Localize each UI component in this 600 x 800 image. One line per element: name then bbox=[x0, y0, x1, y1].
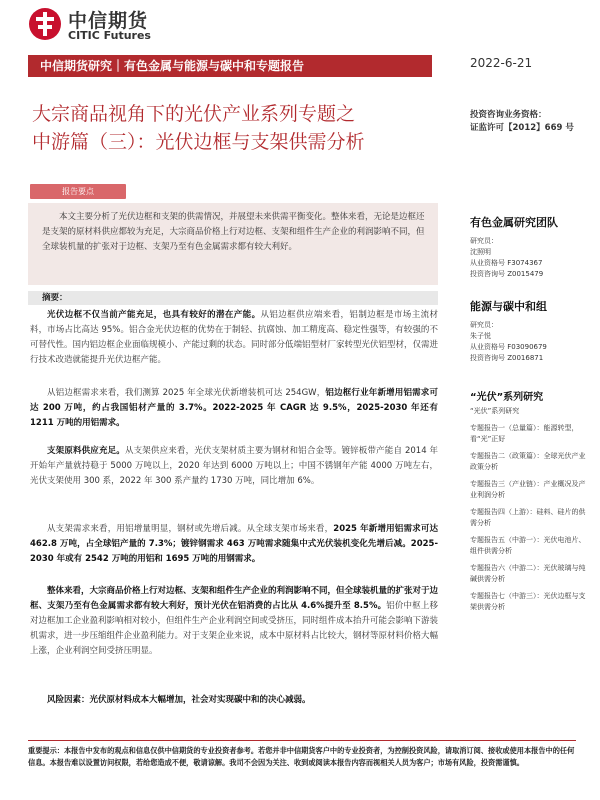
p4-bold: 2025 年新增用铝需求可达 462.8 万吨，占全球铝产量的 7.3%；镀锌钢需求 463 万吨需求随集中式光伏装机变化先增后减。2025-2030 年或有 2542 万吨的用铝和 1695 万吨的用钢需求。 bbox=[30, 524, 438, 564]
team-nonferrous-role: 研究员： bbox=[470, 237, 498, 245]
p1-bold: 光伏边框不仅当前产能充足，也具有较好的潜在产能。 bbox=[47, 310, 261, 320]
team-energy-license-1: 从业资格号 F03090679 bbox=[470, 343, 547, 351]
series-item[interactable]: 专题报告一（总量篇）：能源转型，看“光”正好 bbox=[470, 424, 579, 443]
page-title bbox=[32, 100, 452, 156]
p3-bold: 支架原料供应充足。 bbox=[47, 446, 125, 456]
team-nonferrous-license-1: 从业资格号 F3074367 bbox=[470, 259, 543, 267]
abstract-paragraph-2 bbox=[30, 386, 438, 431]
series-item[interactable]: 专题报告五（中游一）：光伏电池片、组件供需分析 bbox=[470, 536, 586, 555]
citic-logo-icon bbox=[28, 7, 62, 41]
team-energy-role: 研究员： bbox=[470, 321, 498, 329]
abstract-paragraph-4 bbox=[30, 522, 438, 567]
p4-text: 从支架需求来看，用铝增量明显，钢材或先增后减。从全球支架市场来看， bbox=[47, 524, 334, 534]
footer-divider bbox=[28, 740, 576, 741]
risk-text: 风险因素：光伏原材料成本大幅增加，社会对实现碳中和的决心减弱。 bbox=[47, 695, 311, 705]
series-list bbox=[470, 388, 590, 613]
p2-text: 从铝边框需求来看，我们测算 2025 年全球光伏新增装机可达 254GW， bbox=[47, 388, 326, 398]
team-energy-name: 朱子悦 bbox=[470, 332, 491, 340]
title-line-1: 大宗商品视角下的光伏产业系列专题之 bbox=[32, 103, 356, 125]
abstract-paragraph-1 bbox=[30, 308, 438, 368]
series-subtitle: “光伏”系列研究 bbox=[470, 407, 520, 415]
risk-factors bbox=[30, 693, 438, 708]
team-nonferrous bbox=[470, 214, 590, 280]
team-energy-title: 能源与碳中和组 bbox=[470, 300, 547, 313]
abstract-label: 摘要： bbox=[28, 291, 438, 305]
series-item[interactable]: 专题报告六（中游二）：光伏玻璃与纯碱供需分析 bbox=[470, 564, 586, 583]
summary-tag: 报告要点 bbox=[30, 184, 126, 199]
qualification-line-2: 证监许可【2012】669 号 bbox=[470, 123, 574, 133]
series-item[interactable]: 专题报告二（政策篇）：全球光伏产业政策分析 bbox=[470, 452, 586, 471]
qualification-line-1: 投资咨询业务资格： bbox=[470, 110, 547, 120]
series-title: “光伏”系列研究 bbox=[470, 392, 544, 403]
p2-bold: 铝边框行业年新增用铝需求可达 200 万吨，约占我国铝材产量的 3.7%。2022-2025 年 CAGR 达 9.5%，2025-2030 年还有 1211 万吨的用铝需求。 bbox=[30, 388, 438, 428]
series-item[interactable]: 专题报告四（上游）：硅料、硅片的供需分析 bbox=[470, 508, 586, 527]
team-nonferrous-license-2: 投资咨询号 Z0015479 bbox=[470, 270, 544, 278]
series-item[interactable]: 专题报告三（产业链）：产业概况及产业利润分析 bbox=[470, 480, 586, 499]
p5-bold: 整体来看，大宗商品价格上行对边框、支架和组件生产企业的利润影响不同，但全球装机量的扩张对于边框、支架乃至有色金属需求都有较大利好，预计光伏在铝消费的占比从 4.6%提升至 8.5%。 bbox=[30, 586, 439, 611]
team-energy bbox=[470, 298, 590, 364]
series-item[interactable]: 专题报告七（中游三）：光伏边框与支架供需分析 bbox=[470, 592, 586, 611]
logo-english: CITIC Futures bbox=[68, 29, 151, 42]
p5-text: 铝价中枢上移对边框加工企业盈利影响相对较小，但组件生产企业利润空间或受挤压，同时组件成本抬升可能会影响下游装机需求，进一步压缩组件企业盈利能力。对于支架企业来说，成本中原材料占比较大，钢材等原材料价格大幅上涨，企业利润空间受挤压明显。 bbox=[30, 601, 439, 656]
abstract-paragraph-5 bbox=[30, 584, 438, 659]
team-nonferrous-title: 有色金属研究团队 bbox=[470, 216, 558, 229]
logo-chinese: 中信期货 bbox=[68, 10, 149, 32]
summary-box bbox=[28, 203, 438, 285]
report-banner: 中信期货研究｜有色金属与能源与碳中和专题报告 bbox=[28, 55, 432, 77]
qualification bbox=[470, 109, 574, 135]
p3-text: 从支架供应来看，光伏支架材质主要为钢材和铝合金等。镀锌板带产能自 2014 年开始年产量就持稳于 5000 万吨以上，2020 年达到 6000 万吨以上；中国不锈钢年产能 4000 万吨左右，光伏支架使用 300 系，2022 年 300 系产量约 1730 万吨，同比增加 6%。 bbox=[30, 446, 438, 486]
abstract-paragraph-3 bbox=[30, 444, 438, 489]
team-energy-license-2: 投资咨询号 Z0016871 bbox=[470, 354, 544, 362]
title-line-2: 中游篇（三）：光伏边框与支架供需分析 bbox=[32, 131, 365, 153]
report-date: 2022-6-21 bbox=[470, 56, 533, 70]
p1-text: 从铝边框供应端来看，铝制边框是市场主流材料，市场占比高达 95%。铝合金光伏边框的优势在于制轻、抗腐蚀、加工精度高、稳定性强等，有较强的不可替代性。国内铝边框企业面临规模小、产能过剩的状态。同时部分低端铝型材厂家转型光伏铝型材，仅需进行技术改造就能提升光伏边框产能。 bbox=[30, 310, 439, 365]
team-nonferrous-name: 沈照明 bbox=[470, 248, 491, 256]
footer-disclaimer: 重要提示：本报告中发布的观点和信息仅供中信期货的专业投资者参考。若您并非中信期货客户中的专业投资者，为控制投资风险，请取消订阅、接收或使用本报告中的任何信息。本报告难以设置访问权限，若给您造成不便，敬请谅解。我司不会因为关注、收到或阅读本报告内容而视相关人员为客户；市场有风险，投资需谨慎。 bbox=[28, 746, 575, 767]
summary-text: 本文主要分析了光伏边框和支架的供需情况，并展望未来供需平衡变化。整体来看，无论是边框还是支架的原材料供应都较为充足，大宗商品价格上行对边框、支架和组件生产企业的利润影响不同，但全球装机量的扩张对于边框、支架乃至有色金属需求都有较大利好。 bbox=[42, 212, 425, 252]
